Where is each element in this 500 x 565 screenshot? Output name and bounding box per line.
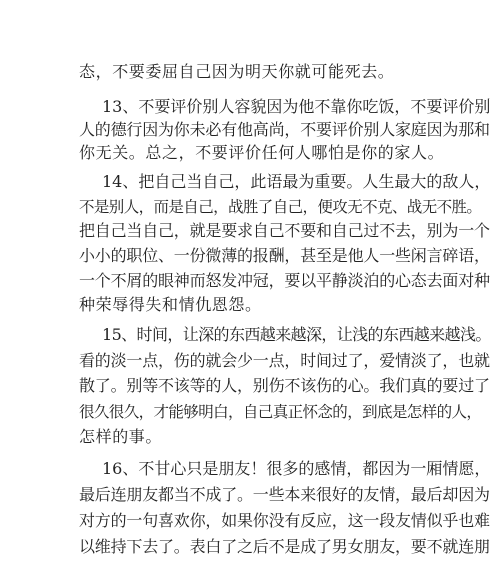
- text-line: 怎样的事。: [79, 427, 163, 446]
- text-line: 把自己当自己，就是要求自己不要和自己过不去，别为一个: [79, 221, 490, 240]
- text-line: 16、不甘心只是朋友！很多的感情，都因为一厢情愿，: [102, 459, 491, 478]
- text-line: 不是别人，而是自己，战胜了自己，便攻无不克、战无不胜。: [79, 198, 482, 216]
- text-line: 人的德行因为你未必有他高尚，不要评价别人家庭因为那和: [79, 120, 490, 139]
- text-line: 14、把自己当自己，此语最为重要。人生最大的敌人，: [102, 172, 491, 191]
- text-line: 15、时间，让深的东西越来越深，让浅的东西越来越浅。: [102, 325, 491, 344]
- text-line: 对方的一句喜欢你，如果你没有反应，这一段友情似乎也难: [79, 511, 490, 530]
- text-line: 一个不屑的眼神而怒发冲冠，要以平静淡泊的心态去面对种: [79, 271, 490, 290]
- text-line: 以维持下去了。表白了之后不是成了男女朋友，要不就连朋: [79, 537, 490, 556]
- text-line: 态，不要委屈自己因为明天你就可能死去。: [79, 62, 395, 81]
- text-line: 13、不要评价别人容貌因为他不靠你吃饭，不要评价别: [102, 97, 491, 116]
- text-line: 很久很久，才能够明白，自己真正怀念的，到底是怎样的人，: [79, 403, 482, 421]
- text-line: 小小的职位、一份微薄的报酬，甚至是他人一些闲言碎语，: [79, 246, 490, 265]
- text-line: 你无关。总之，不要评价任何人哪怕是你的家人。: [79, 143, 445, 162]
- text-line: 最后连朋友都当不成了。一些本来很好的友情，最后却因为: [79, 485, 490, 504]
- text-line: 散了。别等不该等的人，别伤不该伤的心。我们真的要过了: [79, 376, 490, 395]
- text-line: 种荣辱得失和情仇恩怨。: [79, 295, 262, 314]
- text-line: 看的淡一点，伤的就会少一点，时间过了，爱情淡了，也就: [79, 351, 490, 370]
